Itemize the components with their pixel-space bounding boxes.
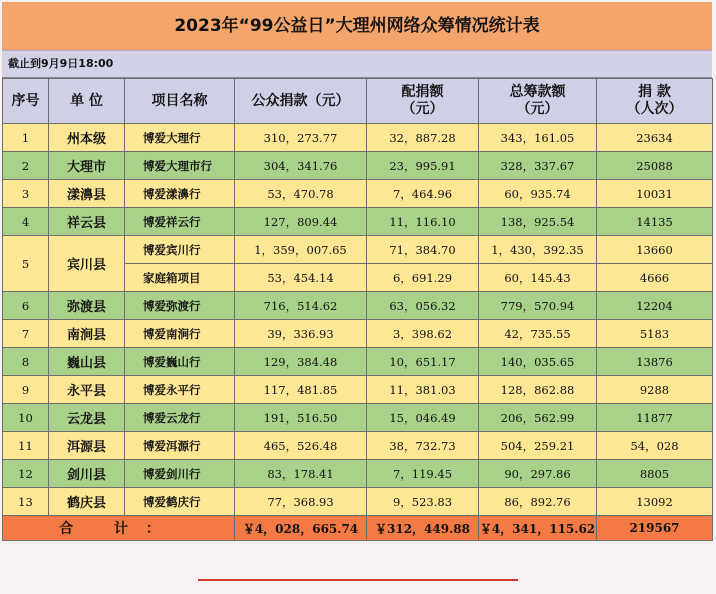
seq-cell: 11 <box>3 432 49 460</box>
total-public-donation: ￥4，028，665.74 <box>235 516 367 541</box>
public-donation-cell: 53，454.14 <box>235 264 367 292</box>
matching-cell: 15，046.49 <box>367 404 479 432</box>
public-donation-cell: 465，526.48 <box>235 432 367 460</box>
project-cell: 家庭箱项目 <box>125 264 235 292</box>
donors-cell: 13092 <box>597 488 713 516</box>
total-donors: 219567 <box>597 516 713 541</box>
total-cell: 343，161.05 <box>479 124 597 152</box>
donors-cell: 25088 <box>597 152 713 180</box>
unit-cell: 巍山县 <box>49 348 125 376</box>
deadline-note: 截止到9月9日18:00 <box>2 51 712 78</box>
seq-cell: 4 <box>3 208 49 236</box>
public-donation-cell: 129，384.48 <box>235 348 367 376</box>
matching-cell: 63，056.32 <box>367 292 479 320</box>
project-cell: 博爱弥渡行 <box>125 292 235 320</box>
table-row <box>3 208 713 236</box>
unit-cell: 鹤庆县 <box>49 488 125 516</box>
total-cell: 128，862.88 <box>479 376 597 404</box>
header-matching-line2: （元） <box>401 101 444 117</box>
matching-cell: 38，732.73 <box>367 432 479 460</box>
total-cell: 140，035.65 <box>479 348 597 376</box>
donors-cell: 4666 <box>597 264 713 292</box>
project-cell: 博爱巍山行 <box>125 348 235 376</box>
donors-cell: 14135 <box>597 208 713 236</box>
public-donation-cell: 117，481.85 <box>235 376 367 404</box>
project-cell: 博爱漾濞行 <box>125 180 235 208</box>
matching-cell: 11，116.10 <box>367 208 479 236</box>
public-donation-cell: 83，178.41 <box>235 460 367 488</box>
header-donors-line1: 捐 款 <box>638 84 671 100</box>
project-cell: 博爱宾川行 <box>125 236 235 264</box>
header-matching-line1: 配捐额 <box>401 84 444 100</box>
seq-cell: 1 <box>3 124 49 152</box>
project-cell: 博爱大理市行 <box>125 152 235 180</box>
table-row <box>3 236 713 264</box>
total-matching: ￥312，449.88 <box>367 516 479 541</box>
donors-cell: 5183 <box>597 320 713 348</box>
statistics-sheet <box>2 2 712 541</box>
donors-cell: 13660 <box>597 236 713 264</box>
total-cell: 90，297.86 <box>479 460 597 488</box>
public-donation-cell: 716，514.62 <box>235 292 367 320</box>
unit-cell: 南涧县 <box>49 320 125 348</box>
donors-cell: 10031 <box>597 180 713 208</box>
matching-cell: 3，398.62 <box>367 320 479 348</box>
donors-cell: 13876 <box>597 348 713 376</box>
table-row <box>3 152 713 180</box>
project-cell: 博爱南涧行 <box>125 320 235 348</box>
donors-cell: 12204 <box>597 292 713 320</box>
table-row <box>3 432 713 460</box>
donors-cell: 11877 <box>597 404 713 432</box>
matching-cell: 7，464.96 <box>367 180 479 208</box>
header-total-line2: （元） <box>516 101 559 117</box>
project-cell: 博爱鹤庆行 <box>125 488 235 516</box>
total-fundraising: ￥4，341，115.62 <box>479 516 597 541</box>
total-cell: 138，925.54 <box>479 208 597 236</box>
public-donation-cell: 77，368.93 <box>235 488 367 516</box>
table-row <box>3 292 713 320</box>
unit-cell: 云龙县 <box>49 404 125 432</box>
header-seq: 序号 <box>3 79 49 124</box>
table-row <box>3 404 713 432</box>
donors-cell: 9288 <box>597 376 713 404</box>
table-title: 2023年“99公益日”大理州网络众筹情况统计表 <box>2 2 712 51</box>
project-cell: 博爱大理行 <box>125 124 235 152</box>
header-row <box>3 79 713 124</box>
header-unit: 单 位 <box>49 79 125 124</box>
unit-cell: 大理市 <box>49 152 125 180</box>
matching-cell: 71，384.70 <box>367 236 479 264</box>
matching-cell: 10，651.17 <box>367 348 479 376</box>
table-row <box>3 460 713 488</box>
total-cell: 60，145.43 <box>479 264 597 292</box>
matching-cell: 32，887.28 <box>367 124 479 152</box>
matching-cell: 6，691.29 <box>367 264 479 292</box>
header-matching <box>367 79 479 124</box>
total-cell: 504，259.21 <box>479 432 597 460</box>
unit-cell: 弥渡县 <box>49 292 125 320</box>
matching-cell: 23，995.91 <box>367 152 479 180</box>
public-donation-cell: 304，341.76 <box>235 152 367 180</box>
project-cell: 博爱剑川行 <box>125 460 235 488</box>
total-cell: 86，892.76 <box>479 488 597 516</box>
project-cell: 博爱洱源行 <box>125 432 235 460</box>
header-public-donation: 公众捐款（元） <box>235 79 367 124</box>
seq-cell: 3 <box>3 180 49 208</box>
project-cell: 博爱云龙行 <box>125 404 235 432</box>
total-cell: 206，562.99 <box>479 404 597 432</box>
unit-cell: 祥云县 <box>49 208 125 236</box>
donors-cell: 8805 <box>597 460 713 488</box>
header-donors-line2: （人次） <box>626 101 683 117</box>
seq-cell: 12 <box>3 460 49 488</box>
header-donors <box>597 79 713 124</box>
total-cell: 1，430，392.35 <box>479 236 597 264</box>
table-row <box>3 348 713 376</box>
total-cell: 779，570.94 <box>479 292 597 320</box>
seq-cell: 2 <box>3 152 49 180</box>
public-donation-cell: 127，809.44 <box>235 208 367 236</box>
seq-cell: 8 <box>3 348 49 376</box>
header-project: 项目名称 <box>125 79 235 124</box>
unit-cell: 洱源县 <box>49 432 125 460</box>
header-total <box>479 79 597 124</box>
seq-cell: 5 <box>3 236 49 292</box>
total-label: 合 计： <box>3 516 235 541</box>
matching-cell: 11，381.03 <box>367 376 479 404</box>
unit-cell: 永平县 <box>49 376 125 404</box>
project-cell: 博爱永平行 <box>125 376 235 404</box>
decorative-divider <box>198 579 518 581</box>
unit-cell: 宾川县 <box>49 236 125 292</box>
total-cell: 60，935.74 <box>479 180 597 208</box>
table-row <box>3 180 713 208</box>
table-row <box>3 488 713 516</box>
total-row <box>3 516 713 541</box>
matching-cell: 9，523.83 <box>367 488 479 516</box>
table-row <box>3 320 713 348</box>
donation-table <box>2 78 713 541</box>
matching-cell: 7，119.45 <box>367 460 479 488</box>
public-donation-cell: 39，336.93 <box>235 320 367 348</box>
seq-cell: 9 <box>3 376 49 404</box>
table-row <box>3 376 713 404</box>
donors-cell: 54，028 <box>597 432 713 460</box>
unit-cell: 州本级 <box>49 124 125 152</box>
seq-cell: 7 <box>3 320 49 348</box>
public-donation-cell: 191，516.50 <box>235 404 367 432</box>
unit-cell: 剑川县 <box>49 460 125 488</box>
public-donation-cell: 310，273.77 <box>235 124 367 152</box>
header-total-line1: 总筹款额 <box>509 84 566 100</box>
donors-cell: 23634 <box>597 124 713 152</box>
unit-cell: 漾濞县 <box>49 180 125 208</box>
public-donation-cell: 53，470.78 <box>235 180 367 208</box>
seq-cell: 6 <box>3 292 49 320</box>
total-cell: 42，735.55 <box>479 320 597 348</box>
project-cell: 博爱祥云行 <box>125 208 235 236</box>
total-cell: 328，337.67 <box>479 152 597 180</box>
table-row <box>3 124 713 152</box>
seq-cell: 10 <box>3 404 49 432</box>
public-donation-cell: 1，359，007.65 <box>235 236 367 264</box>
seq-cell: 13 <box>3 488 49 516</box>
